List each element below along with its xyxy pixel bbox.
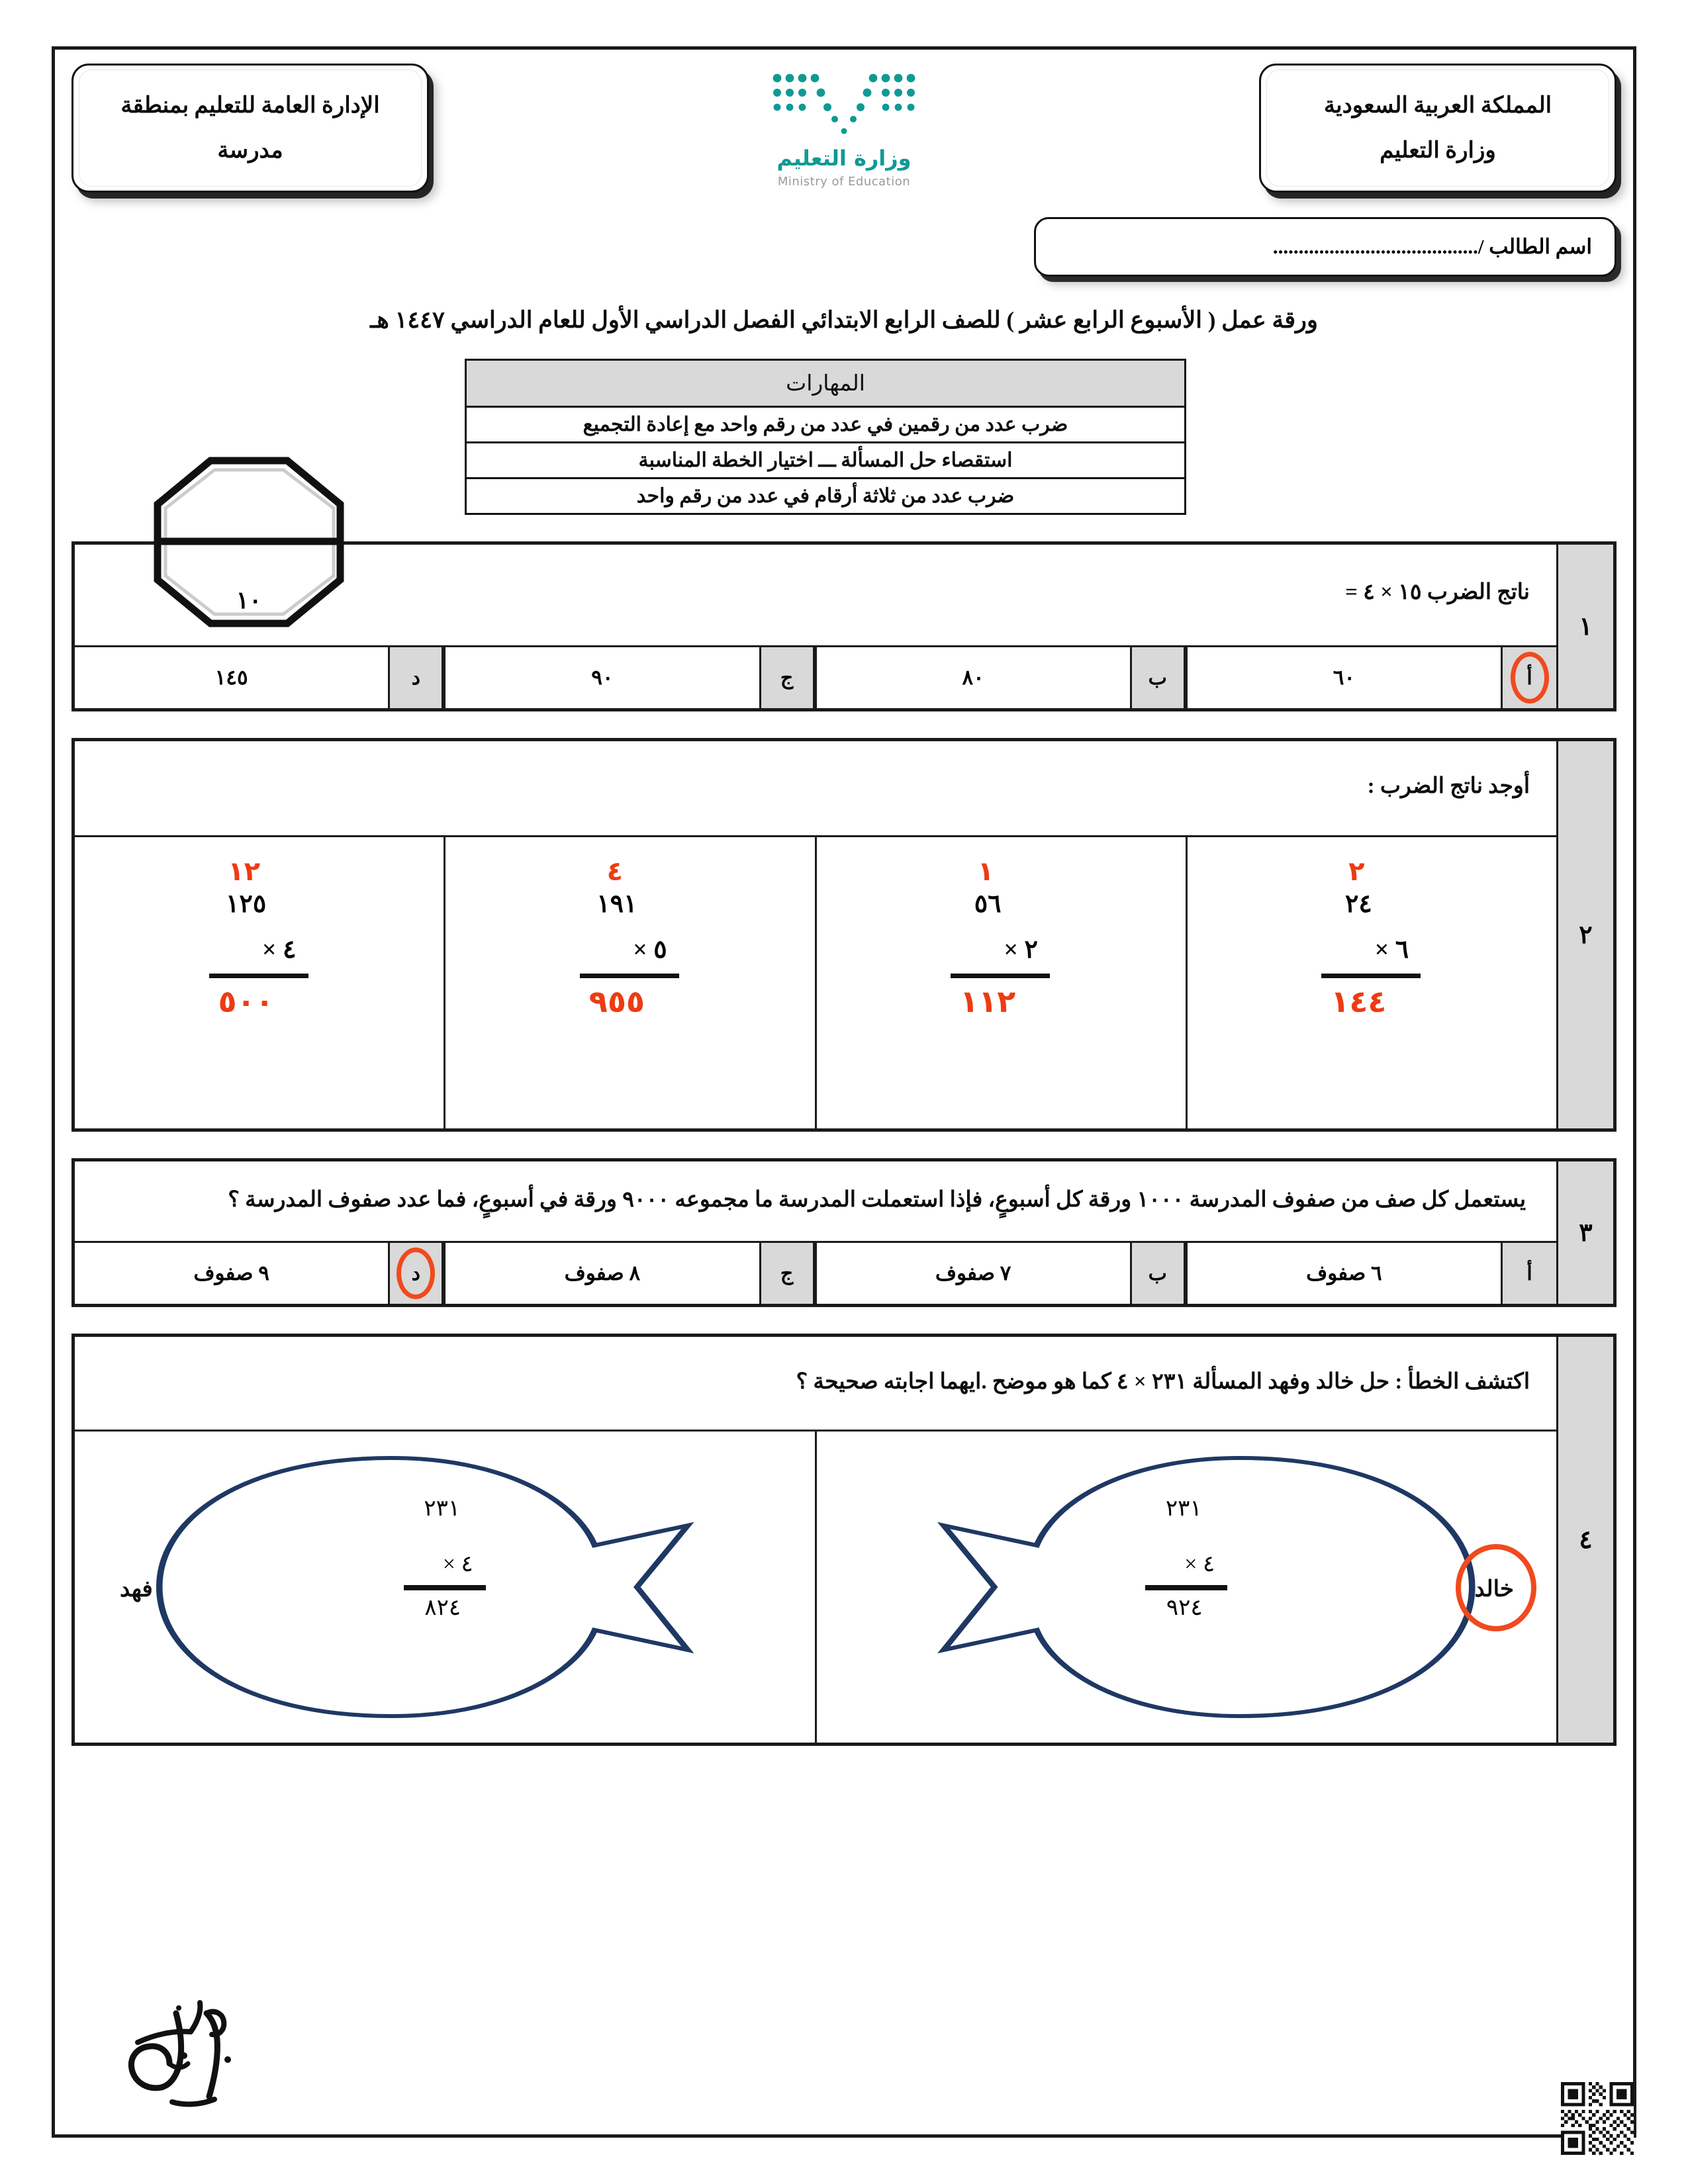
skill-item-3: ضرب عدد من ثلاثة أرقام في عدد من رقم واحد: [466, 478, 1186, 514]
option-value-a[interactable]: ٦٠: [1186, 647, 1501, 708]
multiplicand-2: ٥٦: [974, 890, 1002, 919]
question-1-number: ١: [1556, 545, 1613, 708]
option-letter-a-text: أ: [1526, 666, 1532, 689]
option-letter-b[interactable]: ب: [1130, 647, 1186, 708]
option-letter-a[interactable]: [1501, 647, 1556, 708]
student-name-field[interactable]: [1034, 217, 1617, 277]
khalid-name-label: خالد: [1474, 1577, 1514, 1602]
skills-table: [465, 359, 1186, 515]
handwritten-answer-3: ٩٥٥: [588, 983, 645, 1020]
question-1-options: [75, 647, 1556, 708]
multiplicand-1: ٢٤: [1344, 890, 1372, 919]
option-letter-d-text: د: [411, 1262, 420, 1285]
education-directorate-label: الإدارة العامة للتعليم بمنطقة: [120, 93, 380, 118]
option-value-c[interactable]: ٩٠: [444, 647, 759, 708]
answer-rule-3: [580, 974, 679, 978]
page-header: [71, 64, 1617, 222]
carry-mark-2: ١: [977, 856, 994, 887]
carry-mark-4: ١٢: [228, 856, 261, 887]
question-2-problems: [75, 837, 1556, 1128]
fahd-result: ٨٢٤: [424, 1596, 461, 1621]
skill-item-2: استقصاء حل المسألة ـــ اختيار الخطة المناسبة: [466, 443, 1186, 478]
bubble-fahd[interactable]: [75, 1432, 815, 1743]
grade-stamp-value: ١٠: [236, 587, 262, 614]
carry-mark-1: ٢: [1348, 856, 1365, 887]
question-4-stem: اكتشف الخطأ : حل خالد وفهد المسألة ٢٣١ × ٤ كما هو موضح .ايهما اجابته صحيحة ؟: [796, 1370, 1530, 1394]
header-box-right: [1259, 64, 1617, 193]
question-4-number: ٤: [1556, 1337, 1613, 1743]
qr-code-icon: [1561, 2082, 1634, 2155]
option-letter-c[interactable]: ج: [759, 1243, 815, 1304]
fahd-multiplicand: ٢٣١: [424, 1496, 461, 1522]
khalid-rule: [1145, 1585, 1227, 1590]
ministry-logo: [705, 64, 983, 189]
multiplier-1: × ٦: [1374, 936, 1409, 964]
answer-rule-2: [951, 974, 1050, 978]
option-value-c[interactable]: ٨ صفوف: [444, 1243, 759, 1304]
header-box-left: [71, 64, 429, 193]
question-1-stem: ناتج الضرب ١٥ × ٤ =: [1345, 580, 1530, 604]
mult-problem-3[interactable]: [444, 837, 814, 1128]
handwritten-answer-2: ١١٢: [960, 983, 1016, 1020]
multiplicand-3: ١٩١: [596, 890, 637, 919]
question-4: [71, 1334, 1617, 1746]
mult-problem-2[interactable]: [815, 837, 1186, 1128]
option-value-a[interactable]: ٦ صفوف: [1186, 1243, 1501, 1304]
option-value-b[interactable]: ٨٠: [815, 647, 1130, 708]
question-2: [71, 738, 1617, 1132]
question-3: [71, 1158, 1617, 1307]
multiplier-3: × ٥: [633, 936, 667, 964]
mult-problem-1[interactable]: [1186, 837, 1556, 1128]
mult-problem-4[interactable]: [75, 837, 444, 1128]
selected-answer-circle: [1456, 1544, 1536, 1631]
grade-stamp: [150, 453, 348, 631]
question-2-number: ٢: [1556, 741, 1613, 1128]
khalid-result: ٩٢٤: [1166, 1596, 1203, 1621]
multiplicand-4: ١٢٥: [226, 890, 267, 919]
khalid-multiplier: × ٤: [1184, 1552, 1215, 1577]
option-value-d[interactable]: ٩ صفوف: [193, 1261, 269, 1285]
skill-item-1: ضرب عدد من رقمين في عدد من رقم واحد مع إعادة التجميع: [466, 407, 1186, 443]
student-name-row: [71, 217, 1617, 277]
fahd-name-label: فهد: [120, 1577, 153, 1602]
student-name-dotted-line: ........................................: [1272, 235, 1478, 258]
ministry-label: وزارة التعليم: [1380, 138, 1496, 163]
kingdom-label: المملكة العربية السعودية: [1323, 93, 1552, 118]
fahd-rule: [404, 1585, 486, 1590]
option-letter-c[interactable]: ج: [759, 647, 815, 708]
option-value-d[interactable]: ١٤٥: [214, 666, 248, 690]
logo-arabic-text: وزارة التعليم: [776, 146, 912, 171]
option-value-b[interactable]: ٧ صفوف: [815, 1243, 1130, 1304]
page-title: ورقة عمل ( الأسبوع الرابع عشر ) للصف الرابع الابتدائي الفصل الدراسي الأول للعام الدراسي ١٤٤٧ هـ: [370, 307, 1318, 333]
fahd-calculation: [75, 1495, 815, 1621]
moe-logo-icon: [768, 70, 920, 139]
bubble-khalid[interactable]: [815, 1432, 1557, 1743]
khalid-calculation: [817, 1495, 1557, 1621]
option-letter-d[interactable]: د: [388, 647, 444, 708]
khalid-multiplicand: ٢٣١: [1165, 1496, 1202, 1522]
signature-stamp-icon: [98, 1979, 263, 2111]
question-3-number: ٣: [1556, 1161, 1613, 1304]
school-label: مدرسة: [217, 138, 283, 163]
carry-mark-3: ٤: [606, 856, 624, 887]
logo-english-text: Ministry of Education: [777, 175, 911, 189]
option-letter-a[interactable]: أ: [1501, 1243, 1556, 1304]
student-name-label: اسم الطالب /: [1477, 235, 1592, 258]
question-4-bubbles: [75, 1432, 1556, 1743]
answer-rule-4: [209, 974, 308, 978]
skills-table-header: المهارات: [466, 360, 1186, 407]
question-3-options: [75, 1243, 1556, 1304]
answer-rule-1: [1321, 974, 1421, 978]
multiplier-4: × ٤: [261, 936, 297, 964]
handwritten-answer-4: ٥٠٠: [218, 983, 274, 1020]
question-3-stem: يستعمل كل صف من صفوف المدرسة ١٠٠٠ ورقة كل أسبوعٍ، فإذا استعملت المدرسة ما مجموعه ٩٠٠٠ ورقة في أسبوعٍ، فما عدد صفوف المدرسة ؟: [228, 1188, 1526, 1212]
question-2-stem: أوجد ناتج الضرب :: [1367, 774, 1530, 799]
multiplier-2: × ٢: [1004, 936, 1038, 964]
handwritten-answer-1: ١٤٤: [1331, 983, 1387, 1020]
option-letter-d[interactable]: [388, 1243, 444, 1304]
fahd-multiplier: × ٤: [442, 1552, 473, 1577]
option-letter-b[interactable]: ب: [1130, 1243, 1186, 1304]
